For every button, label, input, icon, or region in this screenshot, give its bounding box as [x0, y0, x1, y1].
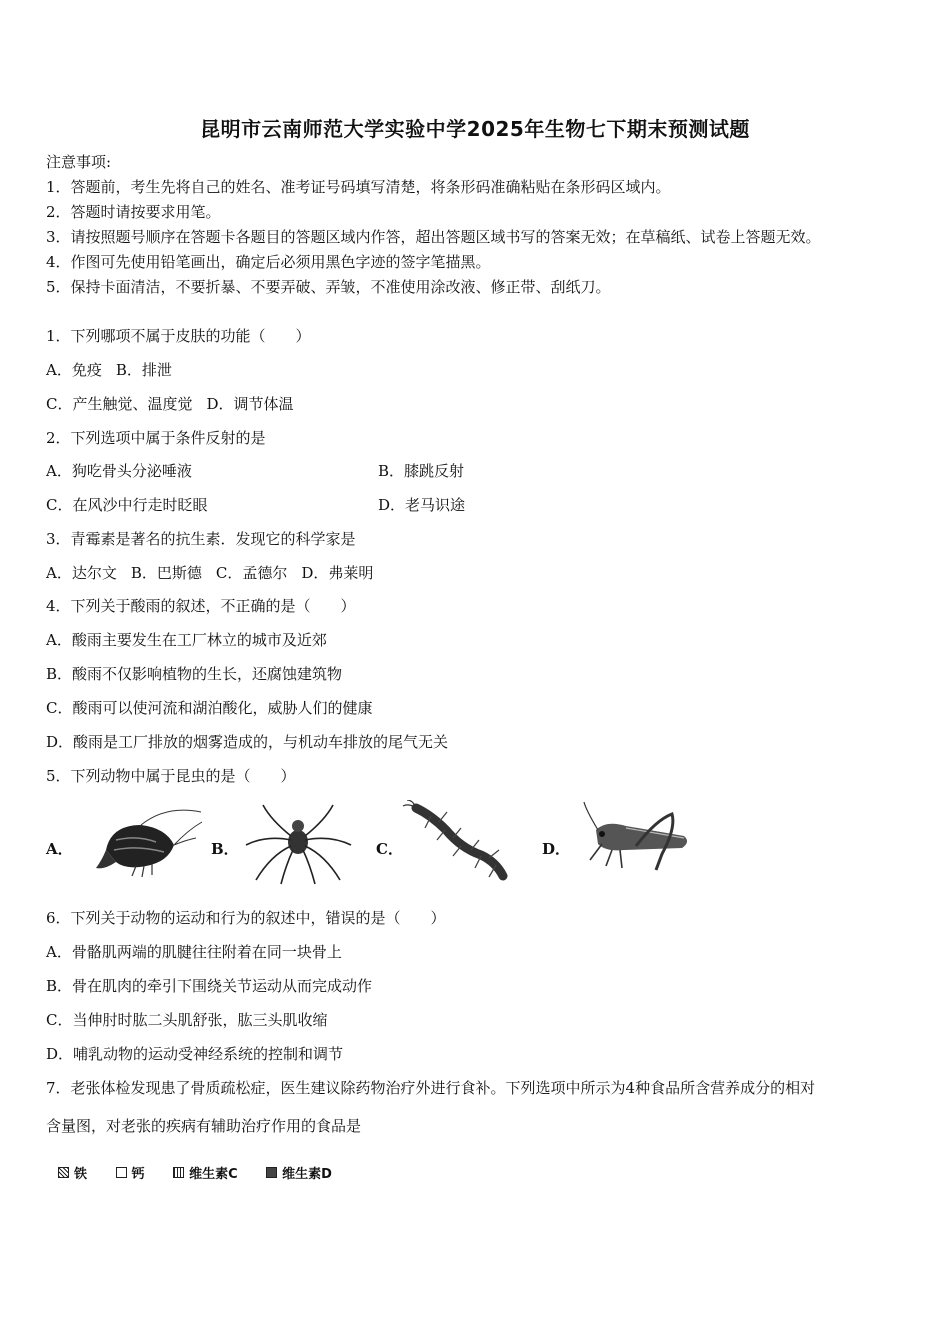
option-d: D．老马识途	[378, 496, 466, 514]
option-a: A．狗吃骨头分泌唾液	[46, 462, 192, 480]
option-a-label: A．	[46, 840, 73, 858]
question-7-stem-continued: 含量图，对老张的疾病有辅助治疗作用的食品是	[46, 1117, 362, 1135]
question-2-stem: 2．下列选项中属于条件反射的是	[46, 429, 266, 447]
option-d: D．弗莱明	[301, 564, 374, 582]
option-a: A．免疫	[46, 361, 102, 379]
question-3-stem: 3．青霉素是著名的抗生素．发现它的科学家是	[46, 530, 356, 548]
option-c: C．当伸肘时肱二头肌舒张，肱三头肌收缩	[46, 1011, 328, 1029]
notice-item: 5．保持卡面清洁，不要折暴、不要弄破、弄皱，不准使用涂改液、修正带、刮纸刀。	[46, 278, 611, 296]
legend-item-calcium: 钙	[116, 1163, 145, 1182]
question-4-stem: 4．下列关于酸雨的叙述，不正确的是（ ）	[46, 597, 356, 615]
vitamin-d-swatch-icon	[266, 1167, 277, 1178]
grasshopper-icon	[576, 800, 696, 880]
notice-item: 3．请按照题号顺序在答题卡各题目的答题区域内作答，超出答题区域书写的答案无效；在草稿纸、试卷上答题无效。	[46, 228, 821, 246]
option-c: C．孟德尔	[215, 564, 288, 582]
calcium-swatch-icon	[116, 1167, 127, 1178]
option-b: B．膝跳反射	[378, 462, 465, 480]
option-b: B．骨在肌肉的牵引下围绕关节运动从而完成动作	[46, 977, 373, 995]
option-b: B．巴斯德	[130, 564, 202, 582]
iron-swatch-icon	[58, 1167, 69, 1178]
question-1-options-cd	[46, 394, 294, 414]
question-6-stem: 6．下列关于动物的运动和行为的叙述中，错误的是（ ）	[46, 909, 446, 927]
option-b-label: B．	[211, 840, 239, 858]
legend-item-vitamin-c: 维生素C	[173, 1163, 238, 1182]
option-a: A．骨骼肌两端的肌腱往往附着在同一块骨上	[46, 943, 342, 961]
legend-item-iron: 铁	[58, 1163, 87, 1182]
option-d: D．调节体温	[206, 395, 294, 413]
option-c: C．酸雨可以使河流和湖泊酸化，威胁人们的健康	[46, 699, 373, 717]
question-7-stem: 7．老张体检发现患了骨质疏松症，医生建议除药物治疗外进行食补。下列选项中所示为4种食品所含营养成分的相对	[46, 1079, 816, 1097]
option-b: B．酸雨不仅影响植物的生长，还腐蚀建筑物	[46, 665, 343, 683]
shrimp-icon	[86, 800, 206, 880]
question-5-stem: 5．下列动物中属于昆虫的是（ ）	[46, 767, 296, 785]
notice-item: 4．作图可先使用铅笔画出，确定后必须用黑色字迹的签字笔描黑。	[46, 253, 491, 271]
question-3-options	[46, 563, 373, 583]
notice-item: 2．答题时请按要求用笔。	[46, 203, 221, 221]
option-c-label: C．	[376, 840, 403, 858]
spider-icon	[241, 800, 356, 885]
option-d-label: D．	[542, 840, 571, 858]
page-title: 昆明市云南师范大学实验中学2025年生物七下期末预测试题	[200, 117, 750, 141]
option-c: C．产生触觉、温度觉	[46, 395, 193, 413]
vitamin-c-swatch-icon	[173, 1167, 184, 1178]
notice-heading: 注意事项:	[46, 153, 112, 171]
chart-legend	[58, 1163, 356, 1182]
option-d: D．酸雨是工厂排放的烟雾造成的，与机动车排放的尾气无关	[46, 733, 449, 751]
legend-item-vitamin-d: 维生素D	[266, 1163, 332, 1182]
option-a: A．酸雨主要发生在工厂林立的城市及近郊	[46, 631, 327, 649]
question-1-stem: 1．下列哪项不属于皮肤的功能（ ）	[46, 327, 311, 345]
option-b: B．排泄	[115, 361, 172, 379]
option-d: D．哺乳动物的运动受神经系统的控制和调节	[46, 1045, 344, 1063]
notice-item: 1．答题前，考生先将自己的姓名、准考证号码填写清楚，将条形码准确粘贴在条形码区域内。	[46, 178, 671, 196]
question-5-options	[46, 800, 726, 890]
question-1-options-ab	[46, 360, 172, 380]
option-c: C．在风沙中行走时眨眼	[46, 496, 208, 514]
centipede-icon	[401, 800, 516, 885]
option-a: A．达尔文	[46, 564, 117, 582]
